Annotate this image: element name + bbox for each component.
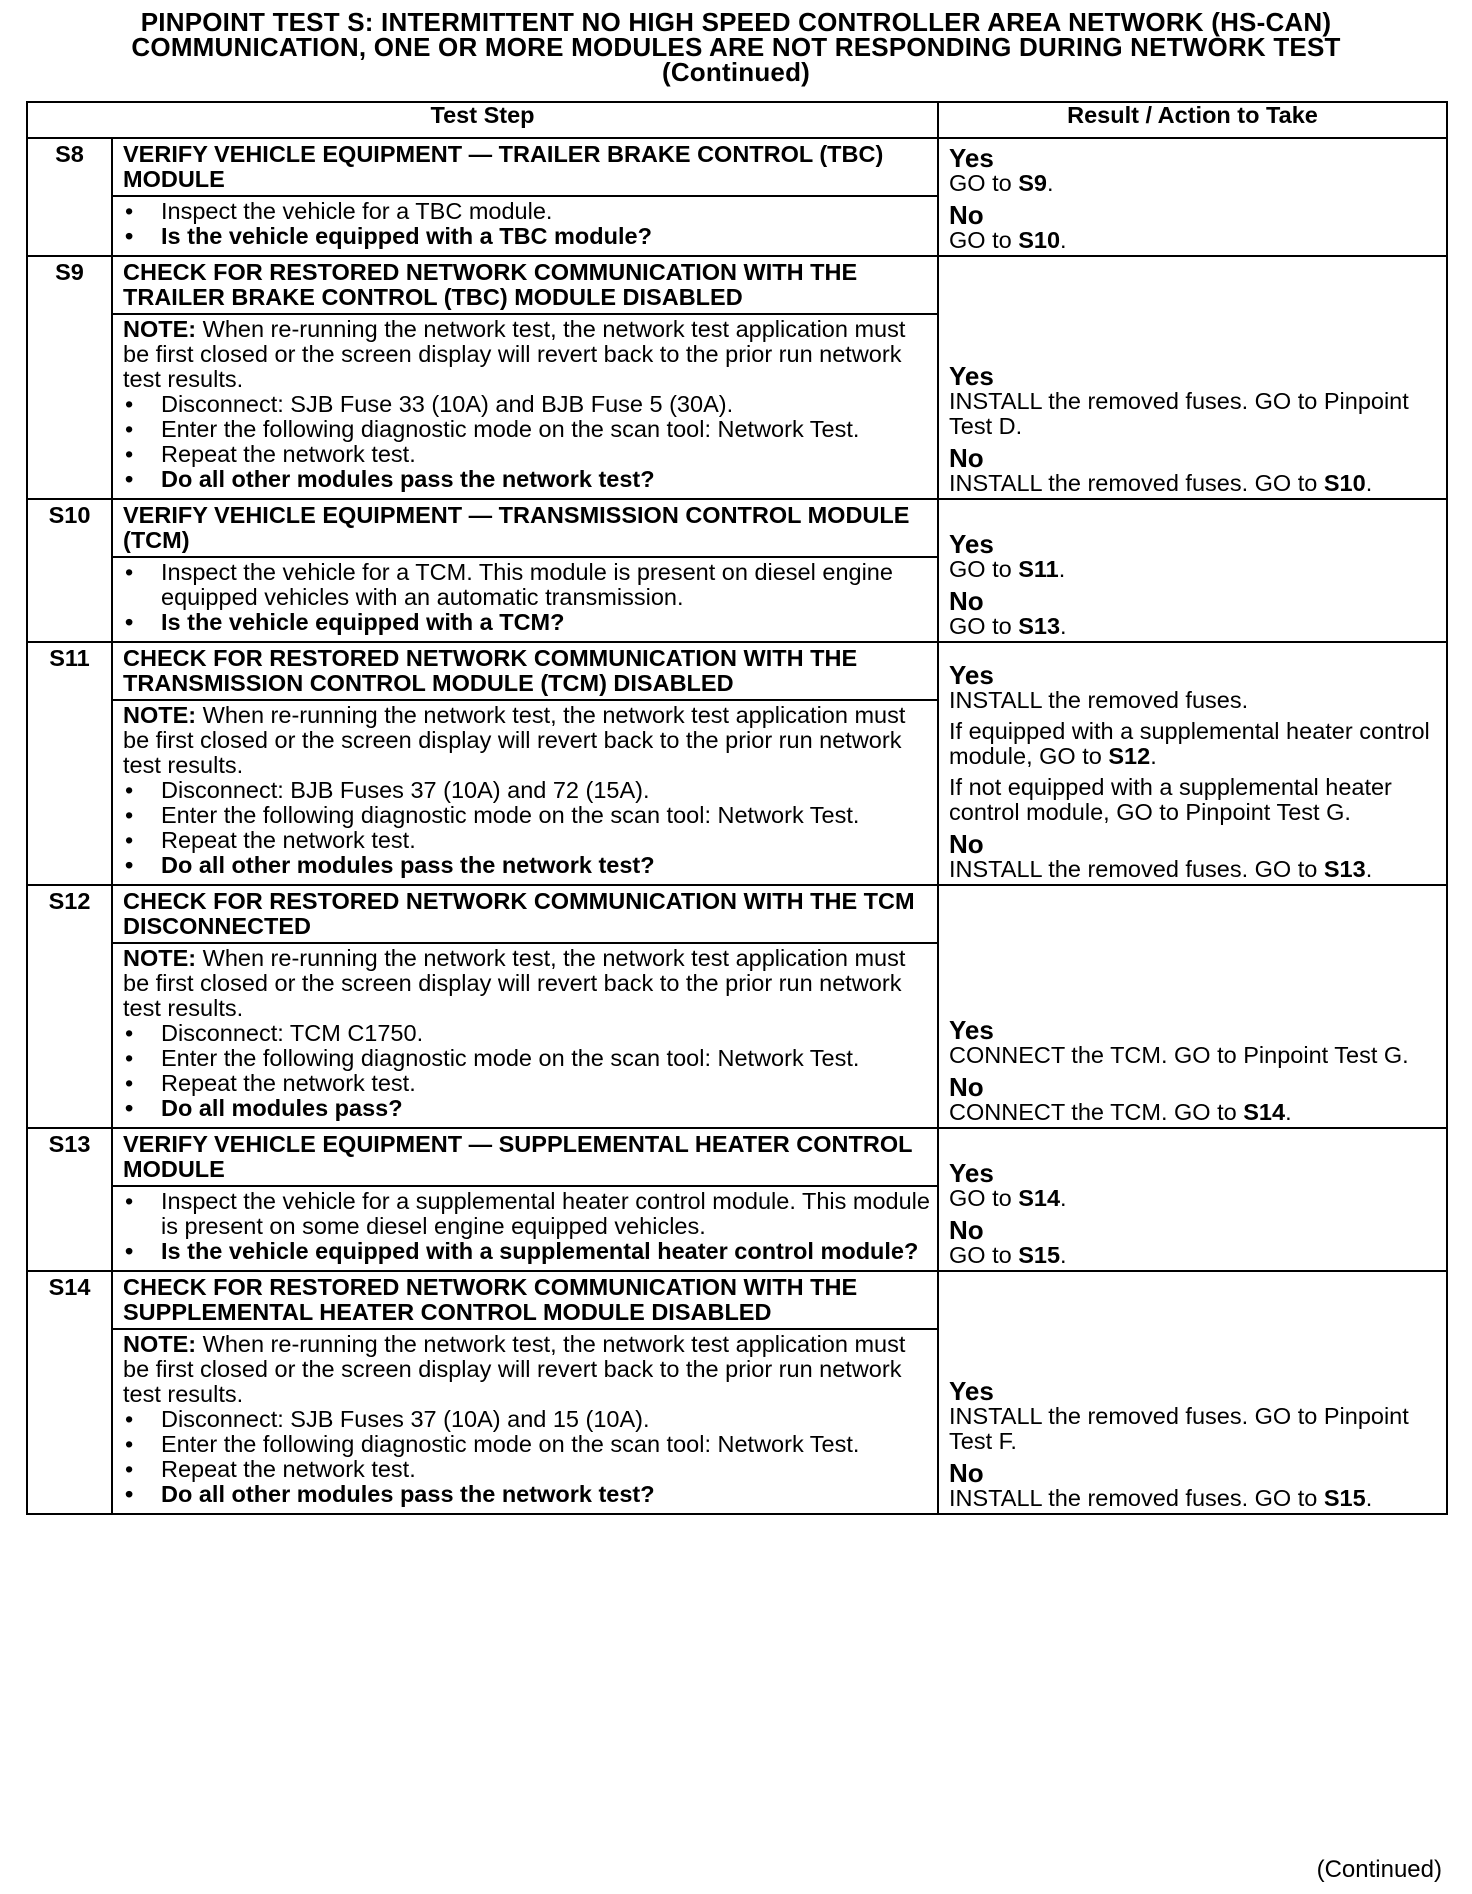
- step-row-s8: [27, 138, 1447, 196]
- result-no-label: No: [949, 829, 984, 859]
- result-yes-text: GO to S11.: [949, 556, 1066, 582]
- result-yes-label: Yes: [949, 1376, 994, 1406]
- result-yes-text: GO to S9.: [949, 170, 1054, 196]
- result-yes-text: GO to S14.: [949, 1185, 1067, 1211]
- instruction-question: • Do all other modules pass the network test?: [123, 467, 931, 492]
- table-header-row: [27, 102, 1447, 138]
- result-yes-text: INSTALL the removed fuses. GO to Pinpoint Test F.: [949, 1403, 1409, 1454]
- result-no-text: CONNECT the TCM. GO to S14.: [949, 1099, 1292, 1125]
- page-title: [0, 7, 1472, 87]
- step-heading: CHECK FOR RESTORED NETWORK COMMUNICATION WITH THE SUPPLEMENTAL HEATER CONTROL MODULE DISABLED: [112, 1271, 938, 1329]
- step-row-s13: [27, 1128, 1447, 1186]
- instruction-list: [123, 1189, 931, 1264]
- step-reference: S15: [1323, 1485, 1366, 1511]
- step-reference: S14: [1018, 1185, 1061, 1211]
- note-text: When re-running the network test, the network test application must be first closed or the screen display will revert back to the prior run network test results.: [123, 945, 906, 1021]
- instruction-item: • Enter the following diagnostic mode on the scan tool: Network Test.: [123, 417, 931, 442]
- step-reference: S14: [1243, 1099, 1286, 1125]
- result-no-text: INSTALL the removed fuses. GO to S13.: [949, 856, 1373, 882]
- step-row-s10: [27, 499, 1447, 557]
- instruction-item: • Disconnect: TCM C1750.: [123, 1021, 931, 1046]
- note-text: When re-running the network test, the network test application must be first closed or the screen display will revert back to the prior run network test results.: [123, 1331, 906, 1407]
- instruction-item: • Repeat the network test.: [123, 442, 931, 467]
- result-yes-text: CONNECT the TCM. GO to Pinpoint Test G.: [949, 1042, 1409, 1068]
- result-yes-label: Yes: [949, 143, 994, 173]
- step-heading: VERIFY VEHICLE EQUIPMENT — SUPPLEMENTAL HEATER CONTROL MODULE: [112, 1128, 938, 1186]
- instruction-item: • Repeat the network test.: [123, 1071, 931, 1096]
- result-yes-text: INSTALL the removed fuses.: [949, 687, 1249, 713]
- step-id: S12: [27, 885, 112, 1128]
- step-id: S13: [27, 1128, 112, 1271]
- step-heading: VERIFY VEHICLE EQUIPMENT — TRAILER BRAKE CONTROL (TBC) MODULE: [112, 138, 938, 196]
- instruction-item: • Disconnect: SJB Fuses 37 (10A) and 15 (10A).: [123, 1407, 931, 1432]
- instruction-item: • Enter the following diagnostic mode on the scan tool: Network Test.: [123, 1046, 931, 1071]
- instruction-item: • Inspect the vehicle for a supplemental heater control module. This module is present on some diesel engine equipped vehicles.: [123, 1189, 931, 1239]
- result-no-label: No: [949, 1458, 984, 1488]
- step-reference: S9: [1018, 170, 1047, 196]
- step-instructions: [112, 700, 938, 885]
- step-result: [938, 138, 1447, 256]
- step-instructions: [112, 196, 938, 256]
- step-result: [938, 256, 1447, 499]
- instruction-item: • Disconnect: SJB Fuse 33 (10A) and BJB Fuse 5 (30A).: [123, 392, 931, 417]
- result-yes-label: Yes: [949, 1015, 994, 1045]
- step-result: [938, 885, 1447, 1128]
- instruction-question: • Do all modules pass?: [123, 1096, 931, 1121]
- step-note: [123, 703, 931, 778]
- step-reference: S10: [1323, 470, 1366, 496]
- result-yes-text: INSTALL the removed fuses. GO to Pinpoint Test D.: [949, 388, 1409, 439]
- instruction-list: [123, 199, 931, 249]
- instruction-item: • Repeat the network test.: [123, 1457, 931, 1482]
- result-yes-label: Yes: [949, 660, 994, 690]
- step-heading: CHECK FOR RESTORED NETWORK COMMUNICATION WITH THE TCM DISCONNECTED: [112, 885, 938, 943]
- pinpoint-test-table: [26, 101, 1448, 1515]
- result-yes-label: Yes: [949, 529, 994, 559]
- instruction-list: [123, 392, 931, 492]
- result-no-label: No: [949, 443, 984, 473]
- step-reference: S13: [1323, 856, 1366, 882]
- result-no-label: No: [949, 586, 984, 616]
- step-id: S11: [27, 642, 112, 885]
- step-result: [938, 642, 1447, 885]
- note-label: NOTE:: [123, 316, 197, 342]
- step-reference: S15: [1018, 1242, 1061, 1268]
- instruction-item: • Repeat the network test.: [123, 828, 931, 853]
- instruction-list: [123, 560, 931, 635]
- step-result: [938, 1271, 1447, 1514]
- step-note: [123, 317, 931, 392]
- result-yes-label: Yes: [949, 361, 994, 391]
- instruction-question: • Is the vehicle equipped with a supplemental heater control module?: [123, 1239, 931, 1264]
- result-no-label: No: [949, 1072, 984, 1102]
- instruction-question: • Do all other modules pass the network test?: [123, 853, 931, 878]
- step-row-s11: [27, 642, 1447, 700]
- title-line-2: COMMUNICATION, ONE OR MORE MODULES ARE NOT RESPONDING DURING NETWORK TEST: [131, 32, 1341, 62]
- step-instructions: [112, 314, 938, 499]
- instruction-item: • Inspect the vehicle for a TBC module.: [123, 199, 931, 224]
- step-result: [938, 1128, 1447, 1271]
- step-heading: CHECK FOR RESTORED NETWORK COMMUNICATION WITH THE TRAILER BRAKE CONTROL (TBC) MODULE DISABLED: [112, 256, 938, 314]
- result-no-text: INSTALL the removed fuses. GO to S15.: [949, 1485, 1373, 1511]
- header-result-action: Result / Action to Take: [938, 102, 1447, 138]
- instruction-item: • Enter the following diagnostic mode on the scan tool: Network Test.: [123, 1432, 931, 1457]
- step-instructions: [112, 1186, 938, 1271]
- result-no-text: GO to S10.: [949, 227, 1067, 253]
- table-body: [27, 102, 1447, 1514]
- step-heading: CHECK FOR RESTORED NETWORK COMMUNICATION WITH THE TRANSMISSION CONTROL MODULE (TCM) DISABLED: [112, 642, 938, 700]
- continued-footer: (Continued): [1316, 1856, 1442, 1883]
- result-no-text: GO to S13.: [949, 613, 1067, 639]
- instruction-item: • Enter the following diagnostic mode on the scan tool: Network Test.: [123, 803, 931, 828]
- instruction-list: [123, 1407, 931, 1507]
- step-reference: S10: [1018, 227, 1061, 253]
- instruction-question: • Do all other modules pass the network test?: [123, 1482, 931, 1507]
- step-reference: S12: [1108, 743, 1151, 769]
- step-note: [123, 946, 931, 1021]
- title-line-1: PINPOINT TEST S: INTERMITTENT NO HIGH SPEED CONTROLLER AREA NETWORK (HS-CAN): [140, 7, 1332, 37]
- step-result: [938, 499, 1447, 642]
- title-line-3: (Continued): [661, 57, 811, 87]
- result-yes-text: If not equipped with a supplemental heater control module, GO to Pinpoint Test G.: [949, 774, 1392, 825]
- result-no-text: INSTALL the removed fuses. GO to S10.: [949, 470, 1373, 496]
- step-id: S9: [27, 256, 112, 499]
- instruction-item: • Disconnect: BJB Fuses 37 (10A) and 72 (15A).: [123, 778, 931, 803]
- note-label: NOTE:: [123, 1331, 197, 1357]
- result-no-label: No: [949, 200, 984, 230]
- step-reference: S13: [1018, 613, 1061, 639]
- step-heading: VERIFY VEHICLE EQUIPMENT — TRANSMISSION CONTROL MODULE (TCM): [112, 499, 938, 557]
- step-row-s9: [27, 256, 1447, 314]
- header-test-step: Test Step: [27, 102, 938, 138]
- step-instructions: [112, 557, 938, 642]
- instruction-item: • Inspect the vehicle for a TCM. This module is present on diesel engine equipped vehicles with an automatic transmission.: [123, 560, 931, 610]
- step-id: S10: [27, 499, 112, 642]
- step-instructions: [112, 1329, 938, 1514]
- instruction-question: • Is the vehicle equipped with a TBC module?: [123, 224, 931, 249]
- step-reference: S11: [1018, 556, 1059, 582]
- step-row-s14: [27, 1271, 1447, 1329]
- note-label: NOTE:: [123, 945, 197, 971]
- result-yes-text: If equipped with a supplemental heater control module, GO to S12.: [949, 718, 1430, 769]
- result-no-label: No: [949, 1215, 984, 1245]
- step-note: [123, 1332, 931, 1407]
- step-row-s12: [27, 885, 1447, 943]
- step-id: S8: [27, 138, 112, 256]
- instruction-list: [123, 778, 931, 878]
- note-text: When re-running the network test, the network test application must be first closed or the screen display will revert back to the prior run network test results.: [123, 316, 906, 392]
- instruction-question: • Is the vehicle equipped with a TCM?: [123, 610, 931, 635]
- note-label: NOTE:: [123, 702, 197, 728]
- result-no-text: GO to S15.: [949, 1242, 1067, 1268]
- result-yes-label: Yes: [949, 1158, 994, 1188]
- step-instructions: [112, 943, 938, 1128]
- instruction-list: [123, 1021, 931, 1121]
- note-text: When re-running the network test, the network test application must be first closed or the screen display will revert back to the prior run network test results.: [123, 702, 906, 778]
- step-id: S14: [27, 1271, 112, 1514]
